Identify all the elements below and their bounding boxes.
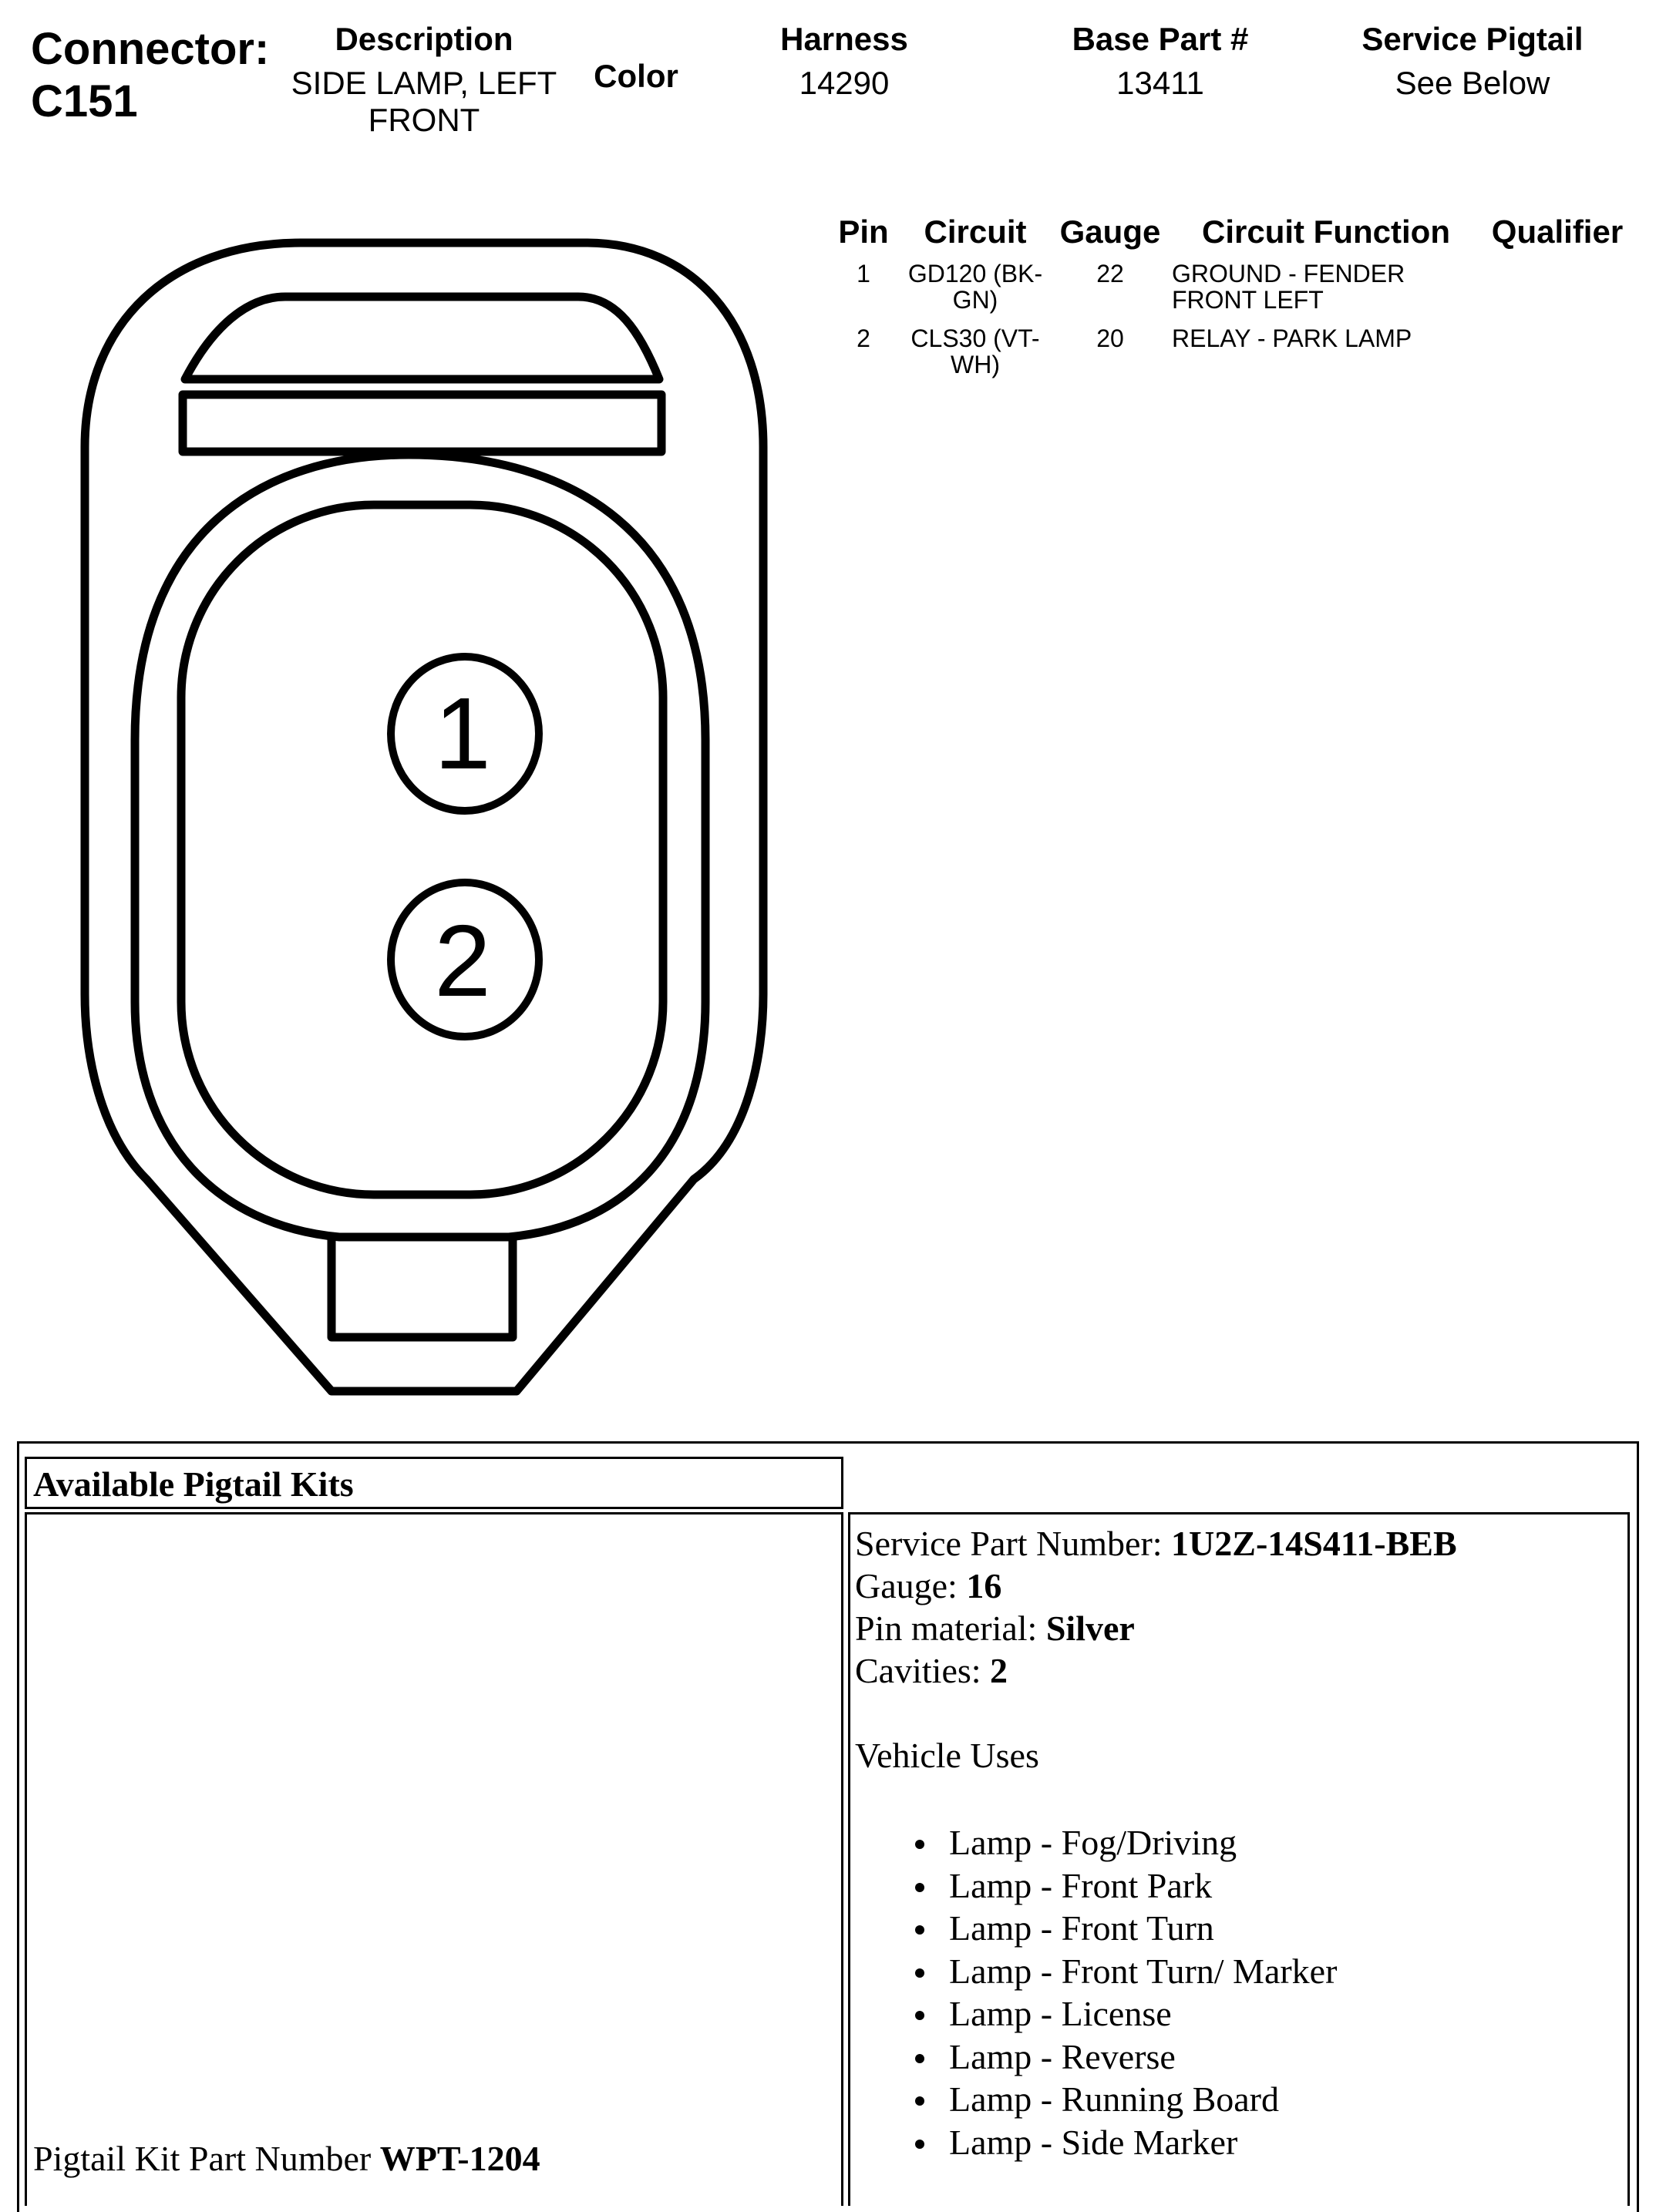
- cavities-line: [855, 1649, 1618, 1692]
- function-col-header: Circuit Function: [1202, 213, 1450, 250]
- kits-heading-box: [25, 1457, 843, 1509]
- circuit-function: RELAY - PARK LAMP: [1172, 324, 1412, 352]
- kit-details-cell: [848, 1512, 1630, 2206]
- circuit-code: GD120 (BK-GN): [907, 260, 1043, 314]
- service-part-value: 1U2Z-14S411-BEB: [1171, 1524, 1457, 1563]
- circuit-col-header: Circuit: [924, 213, 1027, 250]
- pin-material-value: Silver: [1045, 1609, 1135, 1648]
- vehicle-uses-heading: Vehicle Uses: [855, 1736, 1039, 1775]
- latch-bar: [183, 395, 661, 452]
- gauge-value: 20: [1096, 324, 1124, 352]
- circuit-function: GROUND - FENDER FRONT LEFT: [1172, 260, 1405, 314]
- pin-1-label: 1: [434, 677, 491, 790]
- circuit-code: CLS30 (VT-WH): [910, 324, 1040, 378]
- service-pigtail-header: Service Pigtail: [1361, 21, 1584, 57]
- inner-cavity: [181, 505, 663, 1195]
- service-part-label: Service Part Number:: [855, 1524, 1172, 1563]
- list-item: Lamp - Fog/Driving: [855, 1821, 1618, 1864]
- service-pigtail-value: See Below: [1395, 65, 1550, 101]
- pin-col-header: Pin: [838, 213, 889, 250]
- harness-header: Harness: [780, 21, 908, 57]
- latch-cap: [185, 297, 659, 379]
- gauge-line: [855, 1565, 1618, 1607]
- color-header: Color: [594, 58, 678, 94]
- list-item: Lamp - Reverse: [855, 2036, 1618, 2079]
- pin-material-line: [855, 1607, 1618, 1649]
- list-item: Lamp - Front Turn/ Marker: [855, 1950, 1618, 1993]
- kit-part-label: Pigtail Kit Part Number: [33, 2139, 380, 2178]
- list-item: Lamp - Running Board: [855, 2078, 1618, 2121]
- connector-label: Connector:: [31, 24, 270, 74]
- pin-2-label: 2: [434, 904, 491, 1017]
- pin-material-label: Pin material:: [855, 1609, 1046, 1648]
- connector-id: C151: [31, 76, 138, 126]
- kit-part-number: [33, 2137, 540, 2180]
- harness-value: 14290: [799, 65, 890, 101]
- description-value: SIDE LAMP, LEFT FRONT: [291, 65, 557, 138]
- kit-image-cell: [25, 1512, 843, 2206]
- base-part-value: 13411: [1116, 65, 1204, 101]
- vehicle-uses-list: [855, 1821, 1618, 2163]
- cavities-label: Cavities:: [855, 1651, 991, 1690]
- list-item: Lamp - Front Park: [855, 1864, 1618, 1908]
- cavities-value: 2: [990, 1651, 1008, 1690]
- gauge-value: 16: [966, 1566, 1002, 1605]
- gauge-label: Gauge:: [855, 1566, 967, 1605]
- pin-2-cavity: [391, 882, 539, 1037]
- service-part-line: [855, 1522, 1618, 1565]
- pin-1-cavity: [391, 657, 539, 811]
- gauge-col-header: Gauge: [1059, 213, 1161, 250]
- keying-tab: [332, 1237, 513, 1337]
- gauge-value: 22: [1096, 260, 1124, 287]
- kit-details: [855, 1522, 1618, 2163]
- kit-part-value: WPT-1204: [379, 2139, 540, 2178]
- pin-number: 2: [857, 324, 870, 352]
- qualifier-col-header: Qualifier: [1491, 213, 1624, 250]
- description-header: Description: [335, 21, 513, 57]
- pin-number: 1: [857, 260, 870, 287]
- connector-face-diagram: [0, 0, 817, 1418]
- list-item: Lamp - Side Marker: [855, 2121, 1618, 2164]
- base-part-header: Base Part #: [1072, 21, 1249, 57]
- kits-heading: Available Pigtail Kits: [33, 1464, 354, 1504]
- list-item: Lamp - License: [855, 1992, 1618, 2036]
- list-item: Lamp - Front Turn: [855, 1907, 1618, 1950]
